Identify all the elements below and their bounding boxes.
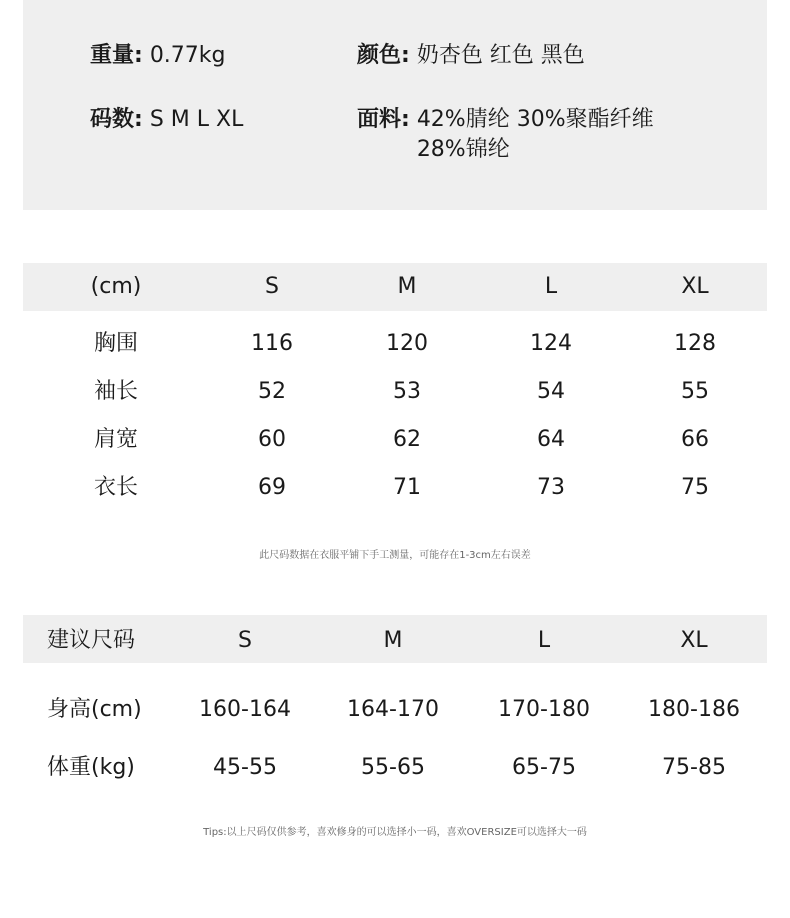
table-cell: 116	[251, 331, 293, 356]
table-cell: 180-186	[648, 697, 740, 722]
table-cell: 53	[393, 379, 421, 404]
color-value: 奶杏色 红色 黑色	[416, 43, 585, 68]
color-label: 颜色:	[357, 43, 410, 68]
table-cell: 54	[537, 379, 565, 404]
table-cell: 170-180	[498, 697, 590, 722]
recommend-header-l: L	[537, 628, 551, 653]
table-cell: 73	[537, 475, 565, 500]
size-tips-note: Tips:以上尺码仅供参考，喜欢修身的可以选择小一码，喜欢OVERSIZE可以选择大一码	[203, 827, 587, 838]
table-cell: 75-85	[662, 755, 726, 780]
row-label: 胸围	[93, 331, 139, 356]
row-label: 衣长	[93, 475, 139, 500]
table-cell: 62	[393, 427, 421, 452]
size-header-unit: (cm)	[90, 274, 142, 299]
recommend-header-m: M	[383, 628, 403, 653]
table-cell: 160-164	[199, 697, 291, 722]
fabric-value-line1: 42%腈纶 30%聚酯纤维	[416, 107, 654, 132]
size-header-l: L	[544, 274, 558, 299]
fabric-label: 面料:	[357, 107, 410, 132]
table-cell: 64	[537, 427, 565, 452]
row-label: 体重(kg)	[47, 755, 135, 780]
size-measure-note: 此尺码数据在衣服平铺下手工测量，可能存在1-3cm左右误差	[259, 550, 531, 561]
recommend-header-label: 建议尺码	[47, 628, 136, 653]
size-value: S M L XL	[149, 107, 244, 132]
recommend-header-s: S	[238, 628, 252, 653]
weight-label: 重量:	[90, 43, 143, 68]
size-header-m: M	[397, 274, 417, 299]
table-cell: 45-55	[213, 755, 277, 780]
size-header-s: S	[265, 274, 279, 299]
table-cell: 60	[258, 427, 286, 452]
recommend-header-xl: XL	[680, 628, 708, 653]
size-label: 码数:	[90, 107, 143, 132]
table-cell: 52	[258, 379, 286, 404]
fabric-value-line2: 28%锦纶	[416, 137, 510, 162]
fabric-spec	[357, 105, 654, 165]
weight-value: 0.77kg	[149, 43, 226, 68]
table-cell: 71	[393, 475, 421, 500]
table-cell: 55	[681, 379, 709, 404]
table-cell: 75	[681, 475, 709, 500]
table-cell: 69	[258, 475, 286, 500]
row-label: 袖长	[93, 379, 139, 404]
table-cell: 66	[681, 427, 709, 452]
table-cell: 65-75	[512, 755, 576, 780]
table-cell: 120	[386, 331, 428, 356]
table-cell: 124	[530, 331, 572, 356]
row-label: 身高(cm)	[47, 697, 142, 722]
color-spec	[357, 41, 585, 71]
weight-spec	[90, 41, 226, 71]
size-spec	[90, 105, 243, 135]
size-header-xl: XL	[681, 274, 709, 299]
table-cell: 164-170	[347, 697, 439, 722]
row-label: 肩宽	[93, 427, 139, 452]
table-cell: 55-65	[361, 755, 425, 780]
table-cell: 128	[674, 331, 716, 356]
